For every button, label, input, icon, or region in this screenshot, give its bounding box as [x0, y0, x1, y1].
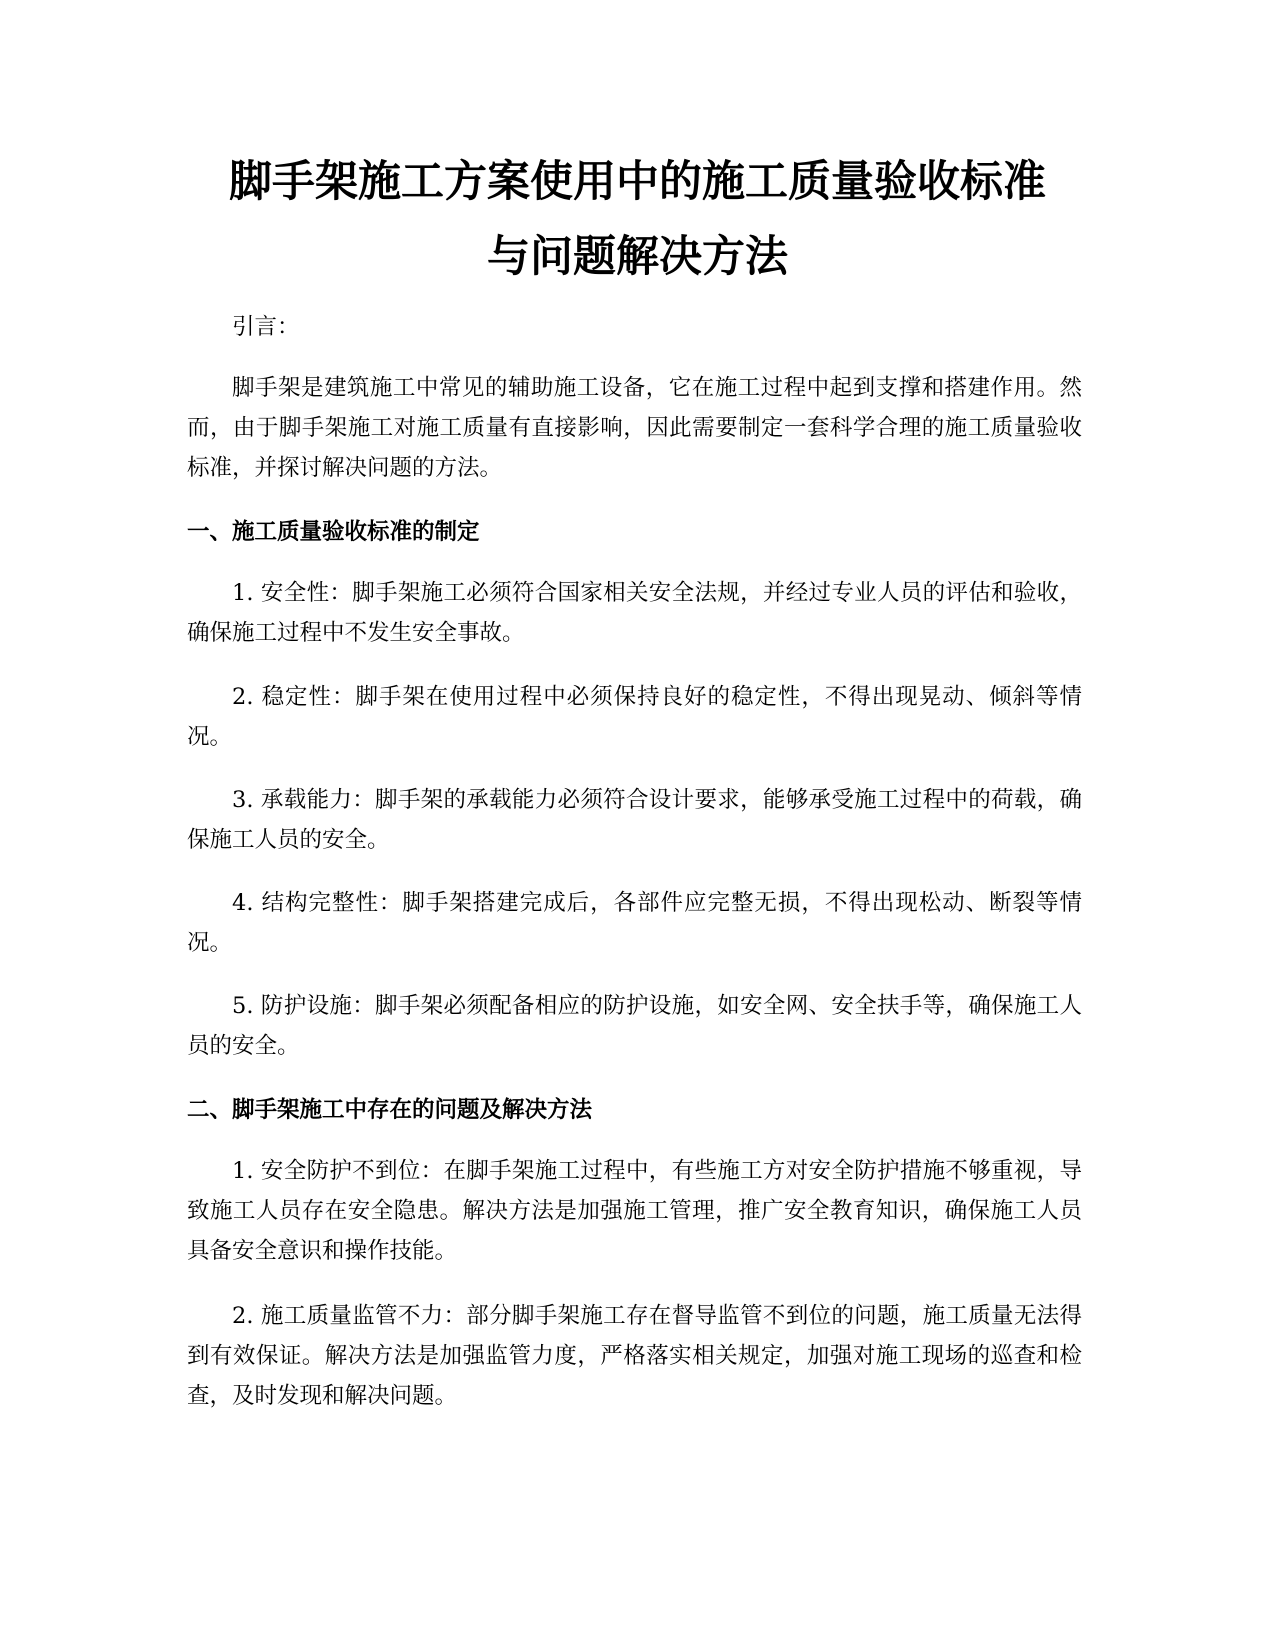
section-2-heading: 二、脚手架施工中存在的问题及解决方法 [187, 1097, 593, 1123]
section-2-item-2: 2. 施工质量监管不力：部分脚手架施工存在督导监管不到位的问题，施工质量无法得到有效保证。解决方法是加强监管力度，严格落实相关规定，加强对施工现场的巡查和检查，及时发现和解决问题。 [187, 1303, 1082, 1409]
document-title-line-1: 脚手架施工方案使用中的施工质量验收标准 [229, 157, 1046, 207]
section-1-heading: 一、施工质量验收标准的制定 [187, 519, 480, 545]
intro-label: 引言： [232, 314, 300, 340]
section-1-item-2: 2. 稳定性：脚手架在使用过程中必须保持良好的稳定性，不得出现晃动、倾斜等情况。 [187, 684, 1082, 750]
intro-paragraph: 脚手架是建筑施工中常见的辅助施工设备，它在施工过程中起到支撑和搭建作用。然而，由于脚手架施工对施工质量有直接影响，因此需要制定一套科学合理的施工质量验收标准，并探讨解决问题的方法。 [187, 375, 1082, 481]
section-1-item-4: 4. 结构完整性：脚手架搭建完成后，各部件应完整无损，不得出现松动、断裂等情况。 [187, 890, 1082, 956]
section-2-item-1: 1. 安全防护不到位：在脚手架施工过程中，有些施工方对安全防护措施不够重视，导致施工人员存在安全隐患。解决方法是加强施工管理，推广安全教育知识，确保施工人员具备安全意识和操作技能。 [187, 1158, 1082, 1264]
section-1-item-5: 5. 防护设施：脚手架必须配备相应的防护设施，如安全网、安全扶手等，确保施工人员的安全。 [187, 993, 1082, 1059]
document-title-line-2: 与问题解决方法 [487, 232, 788, 282]
section-1-item-3: 3. 承载能力：脚手架的承载能力必须符合设计要求，能够承受施工过程中的荷载，确保施工人员的安全。 [187, 787, 1082, 853]
section-1-item-1: 1. 安全性：脚手架施工必须符合国家相关安全法规，并经过专业人员的评估和验收，确保施工过程中不发生安全事故。 [187, 580, 1082, 646]
